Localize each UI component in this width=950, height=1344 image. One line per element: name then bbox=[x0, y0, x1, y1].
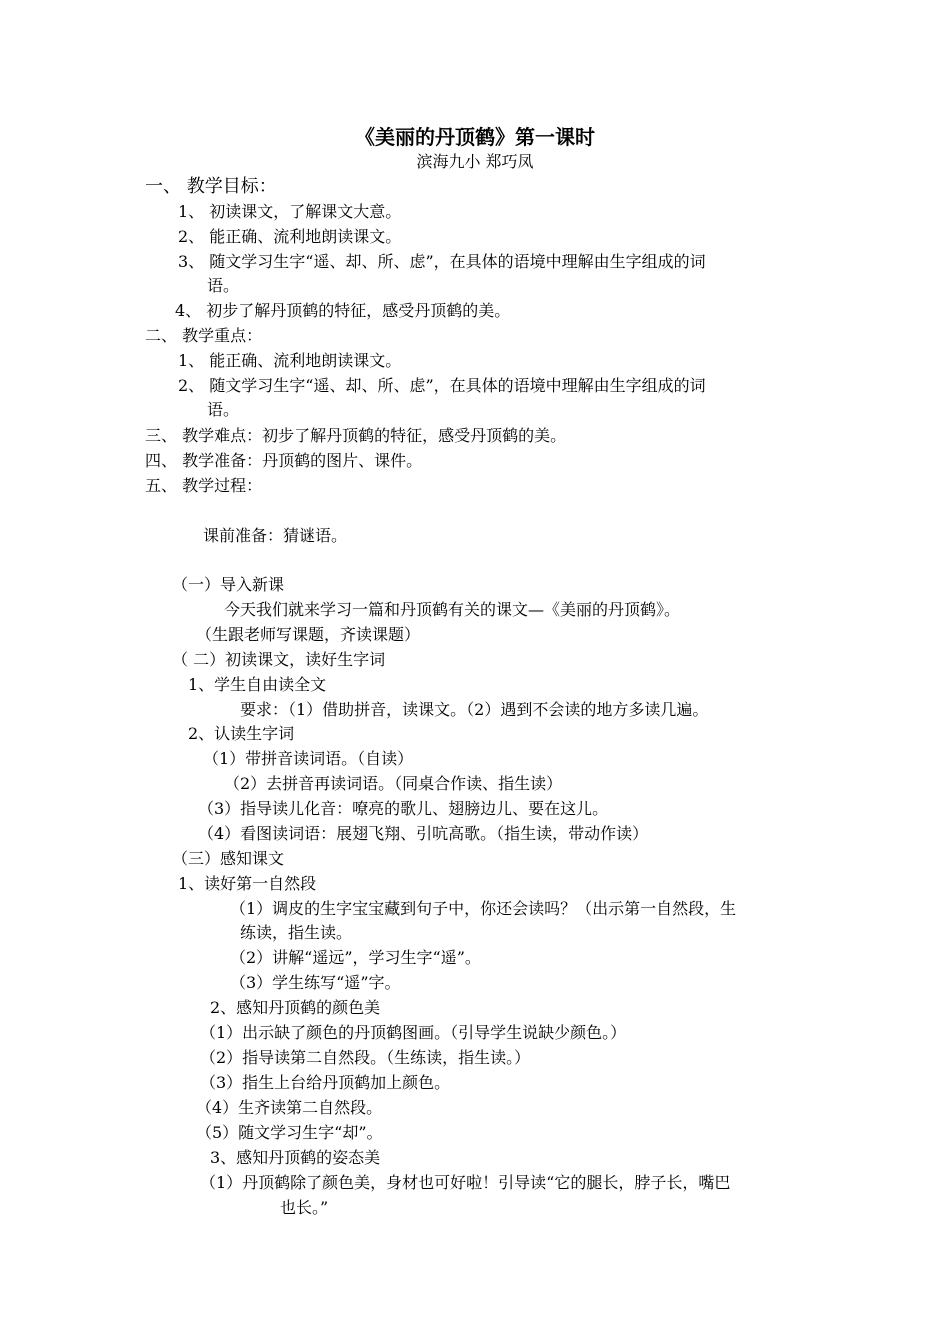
list-item: 1、 能正确、流利地朗读课文。 bbox=[178, 351, 402, 370]
paragraph-line: （1）出示缺了颜色的丹顶鹤图画。（引导学生说缺少颜色。） bbox=[200, 1023, 627, 1042]
paragraph-line: （2）去拼音再读词语。（同桌合作读、指生读） bbox=[224, 774, 563, 793]
list-item: 1、 初读课文，了解课文大意。 bbox=[178, 202, 402, 221]
step-heading: 1、学生自由读全文 bbox=[188, 675, 327, 694]
list-item: 2、 随文学习生字“遥、却、所、虑”，在具体的语境中理解由生字组成的词 bbox=[178, 376, 706, 395]
list-item-continuation: 语。 bbox=[207, 276, 240, 295]
step-heading: 3、感知丹顶鹤的姿态美 bbox=[210, 1148, 381, 1167]
step-heading: 2、认读生字词 bbox=[188, 724, 295, 743]
section-heading: 一、 教学目标： bbox=[145, 176, 277, 197]
paragraph-line: 练读，指生读。 bbox=[240, 923, 353, 942]
paragraph-line: （1）带拼音读词语。（自读） bbox=[203, 749, 414, 768]
section-heading: 三、 教学难点：初步了解丹顶鹤的特征，感受丹顶鹤的美。 bbox=[145, 426, 567, 445]
paragraph-line: 要求：（1）借助拼音，读课文。（2）遇到不会读的地方多读几遍。 bbox=[240, 700, 709, 719]
paragraph-line: 也长。” bbox=[280, 1198, 329, 1217]
section-heading: 四、 教学准备：丹顶鹤的图片、课件。 bbox=[145, 451, 423, 470]
step-heading: 1、读好第一自然段 bbox=[178, 874, 317, 893]
author-line: 滨海九小 郑巧凤 bbox=[416, 152, 534, 171]
paragraph-line: （5）随文学习生字“却”。 bbox=[196, 1123, 383, 1142]
paragraph-line: （4）生齐读第二自然段。 bbox=[196, 1098, 383, 1117]
subsection-heading: （ 二）初读课文，读好生字词 bbox=[172, 650, 386, 669]
paragraph-line: （3）指导读儿化音：嘹亮的歌儿、翅膀边儿、要在这儿。 bbox=[198, 799, 609, 818]
paragraph-line: （1）调皮的生字宝宝藏到句子中，你还会读吗？（出示第一自然段，生 bbox=[230, 899, 737, 918]
paragraph-line: （1）丹顶鹤除了颜色美，身材也可好啦！引导读“它的腿长，脖子长，嘴巴 bbox=[200, 1173, 731, 1192]
paragraph-line: （生跟老师写课题，齐读课题） bbox=[196, 625, 421, 644]
paragraph-line: （3）指生上台给丹顶鹤加上颜色。 bbox=[200, 1073, 451, 1092]
paragraph-line: 课前准备：猜谜语。 bbox=[203, 526, 348, 545]
paragraph-line: （2）讲解“遥远”，学习生字“遥”。 bbox=[230, 948, 481, 967]
subsection-heading: （一）导入新课 bbox=[172, 575, 285, 594]
step-heading: 2、感知丹顶鹤的颜色美 bbox=[210, 998, 381, 1017]
section-heading: 二、 教学重点： bbox=[145, 326, 263, 345]
list-item: 3、 随文学习生字“遥、却、所、虑”，在具体的语境中理解由生字组成的词 bbox=[178, 252, 706, 271]
subsection-heading: （三）感知课文 bbox=[172, 849, 285, 868]
list-item: 4、 初步了解丹顶鹤的特征，感受丹顶鹤的美。 bbox=[175, 301, 511, 320]
paragraph-line: （2）指导读第二自然段。（生练读，指生读。） bbox=[200, 1048, 531, 1067]
list-item: 2、 能正确、流利地朗读课文。 bbox=[178, 227, 402, 246]
section-heading: 五、 教学过程： bbox=[145, 476, 263, 495]
paragraph-line: （3）学生练写“遥”字。 bbox=[230, 973, 401, 992]
document-title: 《美丽的丹顶鹤》第一课时 bbox=[355, 125, 595, 149]
list-item-continuation: 语。 bbox=[207, 400, 240, 419]
paragraph-line: 今天我们就来学习一篇和丹顶鹤有关的课文—《美丽的丹顶鹤》。 bbox=[224, 600, 681, 619]
paragraph-line: （4）看图读词语：展翅飞翔、引吭高歌。（指生读，带动作读） bbox=[198, 824, 649, 843]
